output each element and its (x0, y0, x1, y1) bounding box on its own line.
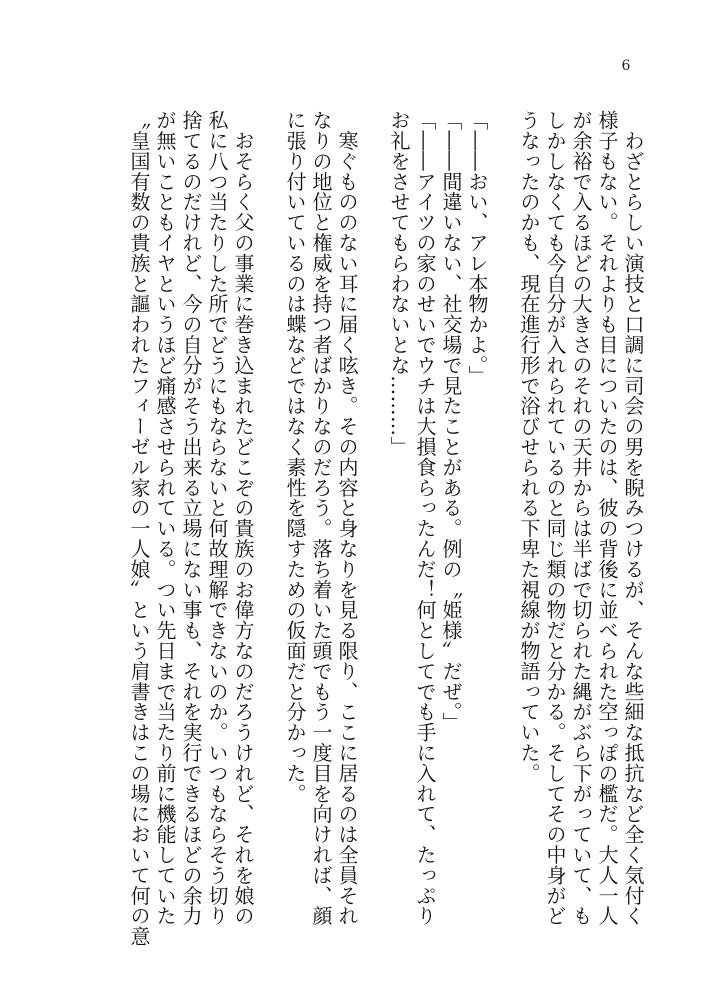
text-line: 寒ぐもののない耳に届く呟き。その内容と身なりを見る限り、ここに居るのは全員それ (335, 110, 359, 926)
text-line: が無いこともイヤというほど痛感させられている。つい先日まで当たり前に機能していた (153, 110, 177, 926)
text-line: 「――間違いない、社交場で見たことがある。例の〝姫様〟だぜ。」 (439, 110, 463, 733)
paragraph-break (256, 110, 282, 930)
text-line: 「――アイツの家のせいでウチは大損食らったんだ！何としてでも手に入れて、たっぷり (413, 110, 437, 926)
text-line: 捨てるのだけれど、今の自分がそう出来る立場にない事も、それを実行できるほどの余力 (179, 110, 203, 926)
text-line: 様子もない。それよりも目についたのは、彼の背後に並べられた空っぽの檻だ。大人一人 (595, 110, 619, 926)
text-line: うなったのかも、現在進行形で浴びせられる下卑た視線が物語っていた。 (517, 110, 541, 784)
text-line: おそらく父の事業に巻き込まれたどこぞの貴族のお偉方なのだろうけれど、それを娘の (231, 110, 255, 926)
page-number: 6 (621, 58, 631, 74)
text-line: なりの地位と権威を持つ者ばかりなのだろう。落ち着いた頭でもう一度目を向ければ、顔 (309, 110, 333, 926)
text-line: が余裕で入るほどの大きさのそれの天井からは半ばで切られた縄がぶら下がっていて、も (569, 110, 593, 926)
text-line: 〝皇国有数の貴族と謳われたフィーゼル家の一人娘〟という肩書きはこの場において何の意 (127, 110, 151, 947)
paragraph-break (360, 110, 386, 930)
body-text (126, 110, 646, 947)
text-line: に張り付いているのは蝶などではなく素性を隠すための仮面だと分かった。 (283, 110, 307, 804)
paragraph-break (490, 110, 516, 930)
text-line: わざとらしい演技と口調に司会の男を睨みつけるが、そんな些細な抵抗など全く気付く (621, 110, 645, 926)
text-line: お礼をさせてもらわないとな………」 (387, 110, 411, 457)
text-line: しかしなくても今自分が入れられているのと同じ類の物だと分かる。そしてその中身がど (543, 110, 567, 926)
text-line: 「――おい、アレ本物かよ。」 (465, 110, 489, 386)
text-line: 私に八つ当たりした所でどうにもならないと何故理解できないのか。いつもならそう切り (205, 110, 229, 926)
